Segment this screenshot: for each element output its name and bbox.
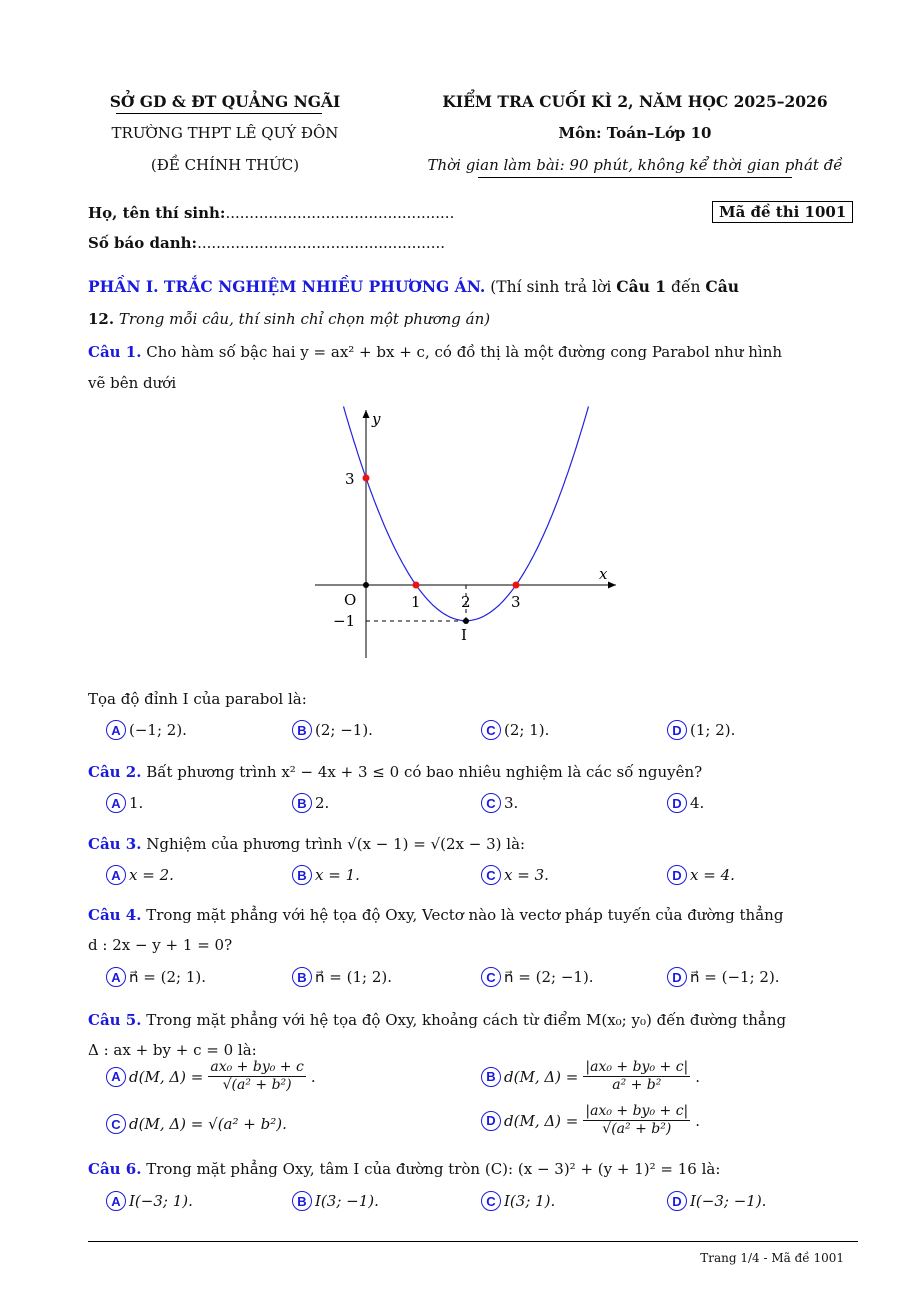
- q1-option-a[interactable]: [106, 720, 187, 740]
- q6-option-c-text: I(3; 1).: [504, 1192, 556, 1210]
- q2-option-d[interactable]: [667, 793, 704, 813]
- q5-option-d-fraction: [583, 1103, 690, 1138]
- section-intro-q-start: Câu 1: [616, 277, 667, 296]
- student-id-dots: ....................................................: [197, 234, 446, 252]
- q3-option-d[interactable]: [667, 865, 735, 885]
- q4-stem-line2: d : 2x − y + 1 = 0?: [88, 936, 233, 954]
- option-d-marker: D: [667, 1191, 687, 1211]
- q3-option-a[interactable]: [106, 865, 174, 885]
- section-intro-to: đến: [666, 278, 706, 296]
- q5-label: Câu 5.: [88, 1011, 142, 1029]
- q3-option-b-text: x = 1.: [315, 866, 360, 884]
- student-name-dots: ................................................: [225, 204, 455, 222]
- q4-text: Trong mặt phẳng với hệ tọa độ Oxy, Vectơ nào là vectơ pháp tuyến của đường thẳng: [146, 906, 784, 924]
- q5-option-d[interactable]: D d(M, Δ) = $\frac{\text{|ax₀ + by₀ + c|}}{\text{√(a² + b²)}}$ .: [481, 1103, 700, 1138]
- q6-text: Trong mặt phẳng Oxy, tâm I của đường tròn (C): (x − 3)² + (y + 1)² = 16 là:: [146, 1160, 721, 1178]
- q1-option-c-text: (2; 1).: [504, 721, 550, 739]
- subject-line: Môn: Toán–Lớp 10: [558, 124, 712, 142]
- q6-label: Câu 6.: [88, 1160, 142, 1178]
- root-point-3: [513, 582, 520, 589]
- q4-option-c-text: n⃗ = (2; −1).: [504, 968, 594, 986]
- option-d-marker: D: [481, 1111, 501, 1131]
- q5-option-a-denominator: √(a² + b²): [222, 1077, 292, 1093]
- option-c-marker: C: [481, 865, 501, 885]
- section-intro-q-end: Câu: [705, 277, 740, 296]
- q3-option-d-text: x = 4.: [690, 866, 735, 884]
- x-tick-2: 2: [461, 593, 471, 611]
- exam-code-box: Mã đề thi 1001: [712, 201, 853, 223]
- y-axis-label: y: [372, 410, 381, 428]
- q1-option-d-text: (1; 2).: [690, 721, 736, 739]
- q6-option-a[interactable]: [106, 1191, 193, 1211]
- q5-option-b-numerator: |ax₀ + by₀ + c|: [585, 1059, 689, 1075]
- q1-option-d[interactable]: [667, 720, 735, 740]
- q1-text: Cho hàm số bậc hai y = ax² + bx + c, có đồ thị là một đường cong Parabol như hình: [146, 343, 783, 361]
- option-b-marker: B: [292, 1191, 312, 1211]
- section-intro-text: (Thí sinh trả lời: [485, 278, 617, 296]
- q2-option-d-text: 4.: [690, 794, 705, 812]
- section-intro-number: 12.: [88, 310, 115, 328]
- origin-point: [363, 582, 369, 588]
- school-name: TRƯỜNG THPT LÊ QUÝ ĐÔN: [111, 124, 339, 142]
- q5-stem: [88, 1011, 786, 1029]
- q2-option-a-text: 1.: [129, 794, 144, 812]
- option-b-marker: B: [292, 793, 312, 813]
- q3-option-b[interactable]: [292, 865, 360, 885]
- q5-option-a-numerator: ax₀ + by₀ + c: [210, 1059, 304, 1075]
- q5-option-b-fraction: [583, 1059, 690, 1094]
- q5-option-b[interactable]: B d(M, Δ) = $\frac{\text{|ax₀ + by₀ + c|}}{\text{a² + b²}}$ .: [481, 1059, 700, 1094]
- q4-label: Câu 4.: [88, 906, 142, 924]
- student-name-row: [88, 204, 454, 222]
- x-axis-arrow: [608, 582, 616, 589]
- x-tick-1: 1: [411, 593, 421, 611]
- q4-option-b[interactable]: [292, 967, 392, 987]
- q6-option-d-text: I(−3; −1).: [690, 1192, 767, 1210]
- q3-option-c[interactable]: [481, 865, 549, 885]
- student-id-row: [88, 234, 445, 252]
- page-footer: Trang 1/4 - Mã đề 1001: [700, 1251, 844, 1265]
- section-title: PHẦN I. TRẮC NGHIỆM NHIỀU PHƯƠNG ÁN.: [88, 277, 486, 296]
- q3-stem: [88, 835, 525, 853]
- option-d-marker: D: [667, 865, 687, 885]
- q2-stem: [88, 763, 702, 781]
- q1-option-c[interactable]: [481, 720, 549, 740]
- q1-option-b[interactable]: [292, 720, 373, 740]
- option-a-marker: A: [106, 967, 126, 987]
- x-axis-label: x: [599, 565, 608, 583]
- option-b-marker: B: [481, 1067, 501, 1087]
- q5-option-c[interactable]: [106, 1114, 287, 1134]
- student-id-label: Số báo danh:: [88, 234, 198, 252]
- parabola-graph: [300, 400, 630, 662]
- option-c-marker: C: [481, 720, 501, 740]
- time-note: Thời gian làm bài: 90 phút, không kể thời gian phát đề: [427, 156, 843, 174]
- q4-option-d-text: n⃗ = (−1; 2).: [690, 968, 780, 986]
- option-b-marker: B: [292, 720, 312, 740]
- footer-rule: [88, 1241, 858, 1242]
- q5-stem-line2: Δ : ax + by + c = 0 là:: [88, 1041, 257, 1059]
- q5-text: Trong mặt phẳng với hệ tọa độ Oxy, khoảng cách từ điểm M(x₀; y₀) đến đường thẳng: [146, 1011, 787, 1029]
- q5-option-c-text: d(M, Δ) = √(a² + b²).: [129, 1115, 287, 1133]
- q3-text: Nghiệm của phương trình √(x − 1) = √(2x − 3) là:: [146, 835, 526, 853]
- header-left-underline: [116, 113, 322, 114]
- option-c-marker: C: [481, 793, 501, 813]
- y-tick-minus1: −1: [333, 612, 356, 630]
- q2-text: Bất phương trình x² − 4x + 3 ≤ 0 có bao nhiêu nghiệm là các số nguyên?: [146, 763, 703, 781]
- section-heading: [88, 277, 739, 296]
- option-d-marker: D: [667, 720, 687, 740]
- q2-option-a[interactable]: [106, 793, 143, 813]
- q5-option-d-denominator: √(a² + b²): [602, 1121, 672, 1137]
- q5-option-b-denominator: a² + b²: [612, 1077, 662, 1093]
- q4-option-a[interactable]: [106, 967, 206, 987]
- q6-option-a-text: I(−3; 1).: [129, 1192, 193, 1210]
- q1-label: Câu 1.: [88, 343, 142, 361]
- vertex-point: [463, 618, 469, 624]
- q3-option-a-text: x = 2.: [129, 866, 174, 884]
- q1-stem-line2: vẽ bên dưới: [88, 374, 177, 392]
- q5-option-d-lhs: d(M, Δ) =: [504, 1111, 579, 1130]
- option-c-marker: C: [481, 967, 501, 987]
- q5-option-a-fraction: [208, 1059, 305, 1094]
- option-a-marker: A: [106, 1191, 126, 1211]
- option-d-marker: D: [667, 967, 687, 987]
- section-intro-instruction: Trong mỗi câu, thí sinh chỉ chọn một phương án): [114, 310, 491, 328]
- option-c-marker: C: [481, 1191, 501, 1211]
- q4-option-d[interactable]: [667, 967, 780, 987]
- q2-option-c-text: 3.: [504, 794, 519, 812]
- q2-option-b-text: 2.: [315, 794, 330, 812]
- q6-stem: [88, 1160, 720, 1178]
- option-a-marker: A: [106, 793, 126, 813]
- vertex-label: I: [461, 626, 467, 644]
- q1-ask: Tọa độ đỉnh I của parabol là:: [88, 690, 307, 708]
- root-point-1: [413, 582, 420, 589]
- q2-option-c[interactable]: [481, 793, 518, 813]
- option-a-marker: A: [106, 1067, 126, 1087]
- q4-option-c[interactable]: [481, 967, 594, 987]
- q5-option-a[interactable]: A d(M, Δ) = $\frac{\text{ax₀ + by₀ + c}}{\text{√(a² + b²)}}$ .: [106, 1059, 316, 1094]
- y-tick-3: 3: [345, 470, 355, 488]
- x-tick-3: 3: [511, 593, 521, 611]
- department-name: SỞ GD & ĐT QUẢNG NGÃI: [109, 92, 341, 111]
- q5-option-a-lhs: d(M, Δ) =: [129, 1067, 204, 1086]
- section-heading-line2: [88, 310, 490, 328]
- q6-option-d[interactable]: [667, 1191, 766, 1211]
- option-d-marker: D: [667, 793, 687, 813]
- official-exam-note: (ĐỀ CHÍNH THỨC): [150, 156, 300, 174]
- q3-option-c-text: x = 3.: [504, 866, 549, 884]
- student-name-label: Họ, tên thí sinh:: [88, 204, 226, 222]
- header-right-underline: [478, 177, 792, 178]
- q6-option-c[interactable]: [481, 1191, 555, 1211]
- y-intercept-point: [363, 475, 370, 482]
- exam-title: KIỂM TRA CUỐI KÌ 2, NĂM HỌC 2025–2026: [442, 92, 828, 111]
- q4-stem: [88, 906, 783, 924]
- q6-option-b[interactable]: [292, 1191, 379, 1211]
- option-b-marker: B: [292, 865, 312, 885]
- q1-stem: [88, 343, 782, 361]
- y-axis-arrow: [363, 410, 370, 418]
- option-b-marker: B: [292, 967, 312, 987]
- q2-label: Câu 2.: [88, 763, 142, 781]
- q6-option-b-text: I(3; −1).: [315, 1192, 379, 1210]
- q5-option-b-lhs: d(M, Δ) =: [504, 1067, 579, 1086]
- q4-option-a-text: n⃗ = (2; 1).: [129, 968, 206, 986]
- q5-option-d-numerator: |ax₀ + by₀ + c|: [585, 1103, 689, 1119]
- q3-label: Câu 3.: [88, 835, 142, 853]
- option-a-marker: A: [106, 720, 126, 740]
- q1-option-b-text: (2; −1).: [315, 721, 373, 739]
- option-a-marker: A: [106, 865, 126, 885]
- origin-label: O: [344, 591, 357, 609]
- q4-option-b-text: n⃗ = (1; 2).: [315, 968, 392, 986]
- q2-option-b[interactable]: [292, 793, 329, 813]
- option-c-marker: C: [106, 1114, 126, 1134]
- q1-option-a-text: (−1; 2).: [129, 721, 187, 739]
